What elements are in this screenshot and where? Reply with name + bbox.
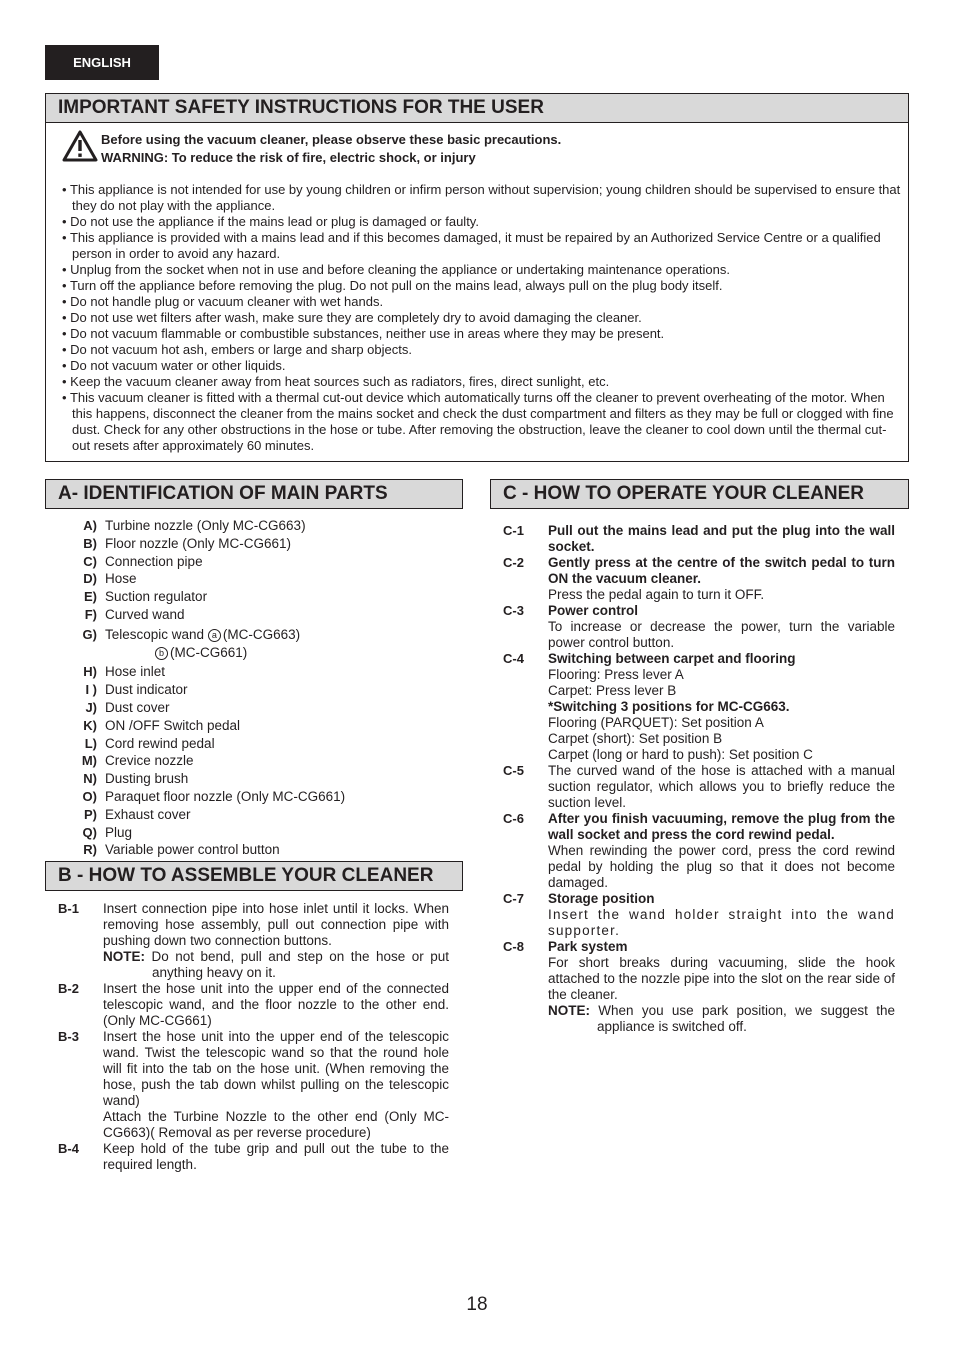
part-name: Paraquet floor nozzle (Only MC-CG661) bbox=[105, 788, 346, 804]
safety-bullet: • Unplug from the socket when not in use and before cleaning the appliance or undertaking maintenance operations. bbox=[62, 262, 902, 278]
step-body bbox=[548, 763, 909, 811]
part-name: Dust indicator bbox=[105, 682, 188, 698]
list-item bbox=[45, 606, 463, 624]
list-item bbox=[45, 644, 463, 662]
operation-steps bbox=[490, 523, 909, 1035]
step-text: Insert the hose unit into the upper end of the connected telescopic wand, and the floor nozzle to the other end. (Only MC-CG661) bbox=[103, 981, 449, 1028]
part-label: Q) bbox=[82, 824, 97, 840]
list-item bbox=[490, 523, 909, 555]
step-code: C-3 bbox=[503, 603, 524, 618]
step-body bbox=[548, 891, 909, 939]
list-item bbox=[45, 770, 463, 788]
step-heading: Gently press at the centre of the switch pedal to turn ON the vacuum cleaner. bbox=[548, 555, 895, 586]
list-item bbox=[490, 603, 909, 651]
step-note bbox=[103, 949, 449, 981]
list-item bbox=[490, 811, 909, 891]
part-name: Crevice nozzle bbox=[105, 753, 194, 769]
part-label: P) bbox=[84, 806, 97, 822]
circled-a-icon: a bbox=[208, 629, 221, 642]
safety-bullet: • This appliance is not intended for use by young children or infirm person without supervision; young children should be supervised to ensure that they do not play with the appliance. bbox=[62, 182, 902, 214]
safety-bullet: • Keep the vacuum cleaner away from heat sources such as radiators, fires, direct sunlight, etc. bbox=[62, 374, 902, 390]
step-body bbox=[548, 555, 909, 603]
note-label: NOTE: bbox=[548, 1003, 590, 1018]
part-label: G) bbox=[82, 626, 97, 642]
step-body bbox=[548, 811, 909, 891]
circled-b-icon: b bbox=[155, 647, 168, 660]
safety-bullet: • Turn off the appliance before removing the plug. Do not pull on the mains lead, always pull on the plug body itself. bbox=[62, 278, 902, 294]
list-item bbox=[45, 626, 463, 644]
step-text: Insert the hose unit into the upper end of the telescopic wand. Twist the telescopic wand so that the round hole will fit into the tab on the hose unit. (When removing the hose, push the tab down whilst pulling on the telescopic wand) bbox=[103, 1029, 449, 1108]
safety-bullet: • Do not vacuum hot ash, embers or large and sharp objects. bbox=[62, 342, 902, 358]
parts-list bbox=[45, 517, 463, 859]
safety-bullet: • Do not use the appliance if the mains lead or plug is damaged or faulty. bbox=[62, 214, 902, 230]
list-item bbox=[45, 1141, 463, 1173]
section-c bbox=[490, 479, 909, 1035]
part-label: N) bbox=[83, 771, 97, 787]
step-text: Carpet (long or hard to push): Set position C bbox=[548, 747, 813, 762]
warning-line-1: Before using the vacuum cleaner, please observe these basic precautions. bbox=[101, 132, 562, 147]
telescopic-variant-b: (MC-CG661) bbox=[170, 644, 248, 660]
step-code: C-2 bbox=[503, 555, 524, 570]
step-code: C-5 bbox=[503, 763, 524, 778]
list-item bbox=[490, 651, 909, 763]
list-item bbox=[490, 939, 909, 1035]
step-text: Insert connection pipe into hose inlet until it locks. When removing hose assembly, pull out connection pipe with pushing down two connection buttons. bbox=[103, 901, 449, 948]
step-code: B-3 bbox=[58, 1029, 79, 1044]
part-label: B) bbox=[83, 535, 97, 551]
list-item bbox=[45, 901, 463, 981]
step-code: C-7 bbox=[503, 891, 524, 906]
list-item bbox=[45, 663, 463, 681]
step-text: Attach the Turbine Nozzle to the other end (Only MC-CG663)( Removal as per reverse procedure) bbox=[103, 1109, 449, 1140]
step-body bbox=[103, 1029, 463, 1141]
step-text: Keep hold of the tube grip and pull out the tube to the required length. bbox=[103, 1141, 449, 1172]
step-heading: Power control bbox=[548, 603, 639, 618]
part-name: Suction regulator bbox=[105, 589, 208, 605]
telescopic-variant-a: (MC-CG663) bbox=[222, 626, 301, 642]
list-item bbox=[45, 752, 463, 770]
warning-text bbox=[101, 131, 561, 167]
part-name-group bbox=[105, 626, 463, 644]
step-code: B-1 bbox=[58, 901, 79, 916]
part-label: L) bbox=[84, 735, 97, 751]
list-item bbox=[45, 588, 463, 606]
list-item bbox=[45, 806, 463, 824]
note-text: When you use park position, we suggest the appliance is switched off. bbox=[597, 1003, 895, 1034]
safety-section bbox=[45, 93, 909, 462]
warning-line-2: WARNING: To reduce the risk of fire, electric shock, or injury bbox=[101, 150, 476, 165]
safety-bullet: • This appliance is provided with a mains lead and if this becomes damaged, it must be repaired by an Authorized Service Centre or a qualified person in order to avoid any hazard. bbox=[62, 230, 902, 262]
part-label: C) bbox=[83, 553, 97, 569]
part-label: O) bbox=[82, 788, 97, 804]
list-item bbox=[45, 824, 463, 842]
safety-bullet: • Do not use wet filters after wash, make sure they are completely dry to avoid damaging the cleaner. bbox=[62, 310, 902, 326]
step-text: The curved wand of the hose is attached with a manual suction regulator, which allows you to briefly reduce the suction level. bbox=[548, 763, 895, 810]
step-body bbox=[103, 981, 463, 1029]
step-body bbox=[548, 651, 909, 763]
safety-bullet: • This vacuum cleaner is fitted with a thermal cut-out device which automatically turns off the cleaner to prevent overheating of the motor. When this happens, disconnect the cleaner from the mains socket and check the dust compartment and filters as they may be full or clogged with fine dust. Check for any other obstructions in the hose or tube. After removing the obstruction, leave the cleaner to cool down until the thermal cut-out resets after approximately 60 minutes. bbox=[62, 390, 902, 454]
note-text: Do not bend, pull and step on the hose or put anything heavy on it. bbox=[151, 949, 449, 980]
section-c-title: C - HOW TO OPERATE YOUR CLEANER bbox=[490, 479, 909, 509]
part-name: Telescopic wand bbox=[105, 626, 205, 642]
step-text: Flooring (PARQUET): Set position A bbox=[548, 715, 764, 730]
step-heading: After you finish vacuuming, remove the plug from the wall socket and press the cord rewind pedal. bbox=[548, 811, 895, 842]
safety-bullet: • Do not vacuum flammable or combustible substances, neither use in areas where they may be present. bbox=[62, 326, 902, 342]
list-item bbox=[45, 553, 463, 571]
part-name: Plug bbox=[105, 824, 133, 840]
list-item bbox=[45, 981, 463, 1029]
step-body bbox=[103, 901, 463, 981]
safety-bullet: • Do not handle plug or vacuum cleaner with wet hands. bbox=[62, 294, 902, 310]
list-item bbox=[45, 1029, 463, 1141]
part-name: Cord rewind pedal bbox=[105, 735, 215, 751]
list-item bbox=[45, 681, 463, 699]
part-label: E) bbox=[84, 589, 97, 605]
step-subheading: *Switching 3 positions for MC-CG663. bbox=[548, 699, 790, 714]
part-label: M) bbox=[81, 753, 97, 769]
step-text: Insert the wand holder straight into the wand supporter. bbox=[548, 907, 895, 938]
part-name: ON /OFF Switch pedal bbox=[105, 717, 241, 733]
step-body bbox=[548, 939, 909, 1035]
step-code: C-4 bbox=[503, 651, 524, 666]
part-name: Hose bbox=[105, 571, 137, 587]
part-name: Connection pipe bbox=[105, 553, 203, 569]
step-text: Press the pedal again to turn it OFF. bbox=[548, 587, 765, 602]
step-code: C-1 bbox=[503, 523, 524, 538]
step-text: Flooring: Press lever A bbox=[548, 667, 684, 682]
step-text: Carpet (short): Set position B bbox=[548, 731, 723, 746]
safety-title: IMPORTANT SAFETY INSTRUCTIONS FOR THE USER bbox=[46, 94, 908, 123]
part-name: Hose inlet bbox=[105, 664, 166, 680]
part-name: Floor nozzle (Only MC-CG661) bbox=[105, 535, 292, 551]
note-label: NOTE: bbox=[103, 949, 145, 964]
list-item bbox=[490, 555, 909, 603]
telescopic-variant-b-row bbox=[45, 644, 247, 662]
list-item bbox=[45, 841, 463, 859]
assembly-steps bbox=[45, 901, 463, 1173]
section-a-title: A- IDENTIFICATION OF MAIN PARTS bbox=[45, 479, 463, 509]
part-label: F) bbox=[84, 606, 97, 622]
step-heading: Switching between carpet and flooring bbox=[548, 651, 796, 666]
safety-bullet-list bbox=[62, 182, 902, 454]
section-a bbox=[45, 479, 463, 859]
step-code: B-4 bbox=[58, 1141, 79, 1156]
step-note bbox=[548, 1003, 895, 1035]
step-code: C-8 bbox=[503, 939, 524, 954]
step-body bbox=[548, 523, 909, 555]
safety-bullet: • Do not vacuum water or other liquids. bbox=[62, 358, 902, 374]
list-item bbox=[45, 517, 463, 535]
part-name: Turbine nozzle (Only MC-CG663) bbox=[105, 518, 306, 533]
step-text: To increase or decrease the power, turn the variable power control button. bbox=[548, 619, 895, 650]
part-name: Curved wand bbox=[105, 606, 185, 622]
step-heading: Park system bbox=[548, 939, 628, 954]
part-name: Dusting brush bbox=[105, 771, 189, 787]
part-label: R) bbox=[83, 842, 97, 858]
list-item bbox=[45, 570, 463, 588]
part-label: H) bbox=[83, 664, 97, 680]
list-item bbox=[490, 891, 909, 939]
list-item bbox=[45, 535, 463, 553]
step-body bbox=[103, 1141, 463, 1173]
step-code: C-6 bbox=[503, 811, 524, 826]
step-heading: Storage position bbox=[548, 891, 655, 906]
step-heading: Pull out the mains lead and put the plug into the wall socket. bbox=[548, 523, 895, 554]
page-number: 18 bbox=[466, 1294, 488, 1315]
step-code: B-2 bbox=[58, 981, 79, 996]
part-label: A) bbox=[83, 518, 97, 533]
list-item bbox=[45, 735, 463, 753]
step-text: For short breaks during vacuuming, slide the hook attached to the nozzle pipe into the slot on the rear side of the cleaner. bbox=[548, 955, 895, 1002]
list-item bbox=[45, 717, 463, 735]
part-label: I ) bbox=[85, 682, 97, 698]
part-name: Variable power control button bbox=[105, 842, 280, 858]
list-item bbox=[45, 788, 463, 806]
part-name: Exhaust cover bbox=[105, 806, 191, 822]
step-text: When rewinding the power cord, press the cord rewind pedal by holding the plug so that it does not become damaged. bbox=[548, 843, 895, 890]
part-label: D) bbox=[83, 571, 97, 587]
section-b bbox=[45, 861, 463, 1173]
list-item bbox=[45, 699, 463, 717]
part-name: Dust cover bbox=[105, 699, 170, 715]
part-label: K) bbox=[83, 717, 97, 733]
warning-triangle-icon bbox=[62, 130, 98, 162]
step-body bbox=[548, 603, 909, 651]
list-item bbox=[490, 763, 909, 811]
section-b-title: B - HOW TO ASSEMBLE YOUR CLEANER bbox=[45, 861, 463, 891]
language-tab: ENGLISH bbox=[45, 45, 159, 80]
part-label: J) bbox=[85, 699, 97, 715]
step-text: Carpet: Press lever B bbox=[548, 683, 677, 698]
